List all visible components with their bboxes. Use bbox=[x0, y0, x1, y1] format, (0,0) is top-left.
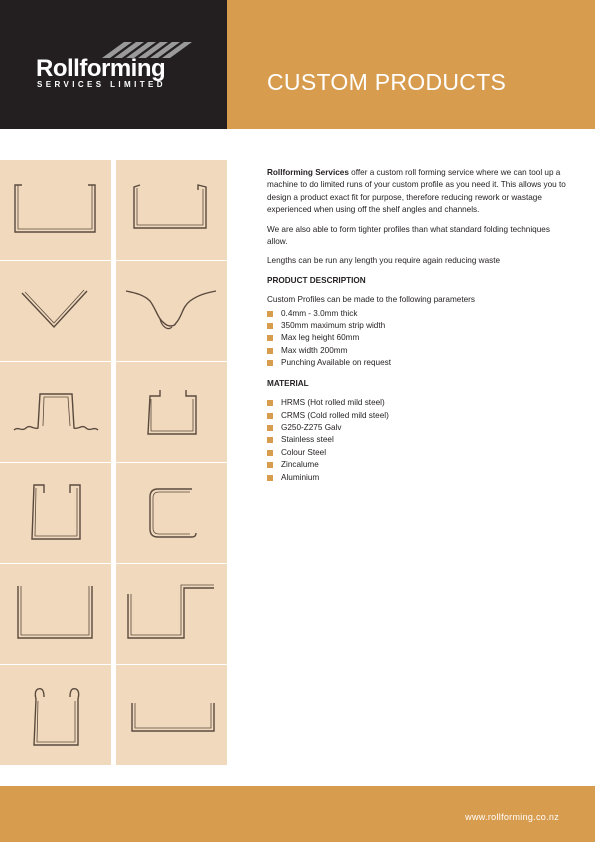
profile-tile bbox=[0, 362, 111, 462]
profile-tile bbox=[116, 362, 227, 462]
logo-wordmark: Rollforming bbox=[36, 55, 166, 82]
channel-lipped-profile-icon bbox=[0, 160, 111, 260]
intro-paragraph bbox=[267, 167, 567, 217]
lengths-paragraph: Lengths can be run any length you require again reducing waste bbox=[267, 256, 501, 266]
page-title: CUSTOM PRODUCTS bbox=[267, 69, 507, 96]
parameter-list bbox=[267, 308, 567, 370]
footer-bar bbox=[0, 786, 595, 842]
website-link[interactable]: www.rollforming.co.nz bbox=[465, 812, 559, 822]
channel-flanged-profile-icon bbox=[116, 160, 227, 260]
product-description-intro: Custom Profiles can be made to the following parameters bbox=[267, 295, 475, 305]
u-channel-profile-icon bbox=[0, 564, 111, 664]
folding-paragraph: We are also able to form tighter profiles than what standard folding techniques allow. bbox=[267, 224, 550, 247]
list-item: Punching Available on request bbox=[267, 357, 567, 369]
profile-tile bbox=[0, 160, 111, 260]
c-rounded-profile-icon bbox=[116, 463, 227, 563]
profile-tile bbox=[116, 160, 227, 260]
list-item: Colour Steel bbox=[267, 447, 567, 459]
list-item: Max width 200mm bbox=[267, 345, 567, 357]
material-heading: MATERIAL bbox=[267, 378, 309, 388]
profile-tile bbox=[116, 261, 227, 361]
z-profile-icon bbox=[116, 564, 227, 664]
profile-tile bbox=[116, 564, 227, 664]
title-banner bbox=[227, 0, 595, 129]
c-lipped-profile-icon bbox=[0, 463, 111, 563]
v-angle-profile-icon bbox=[0, 261, 111, 361]
intro-text: offer a custom roll forming service where we can tool up a machine to do limited runs of your custom profile as you need it. This allows you to design a product exact fit for purpose, therefore reducing rework or wastage experienced when using off the shelf angles and channels. bbox=[267, 168, 566, 215]
profile-tile bbox=[0, 665, 111, 765]
list-item: 0.4mm - 3.0mm thick bbox=[267, 308, 567, 320]
box-flanged-profile-icon bbox=[116, 362, 227, 462]
shallow-channel-profile-icon bbox=[116, 665, 227, 765]
list-item: CRMS (Cold rolled mild steel) bbox=[267, 410, 567, 422]
logo-tagline: SERVICES LIMITED bbox=[37, 80, 166, 89]
profile-tile bbox=[0, 564, 111, 664]
list-item: G250-Z275 Galv bbox=[267, 422, 567, 434]
list-item: Aluminium bbox=[267, 472, 567, 484]
top-hat-profile-icon bbox=[0, 362, 111, 462]
content-column bbox=[267, 167, 567, 492]
list-item: Max leg height 60mm bbox=[267, 332, 567, 344]
hooked-channel-profile-icon bbox=[0, 665, 111, 765]
list-item: HRMS (Hot rolled mild steel) bbox=[267, 397, 567, 409]
profile-tile bbox=[0, 463, 111, 563]
list-item: Zincalume bbox=[267, 459, 567, 471]
product-description-heading: PRODUCT DESCRIPTION bbox=[267, 275, 366, 285]
list-item: 350mm maximum strip width bbox=[267, 320, 567, 332]
company-name: Rollforming Services bbox=[267, 168, 349, 177]
profile-tile bbox=[0, 261, 111, 361]
material-list bbox=[267, 397, 567, 484]
logo-block bbox=[0, 0, 227, 129]
wave-profile-icon bbox=[116, 261, 227, 361]
profile-tile bbox=[116, 463, 227, 563]
list-item: Stainless steel bbox=[267, 434, 567, 446]
profile-tile bbox=[116, 665, 227, 765]
